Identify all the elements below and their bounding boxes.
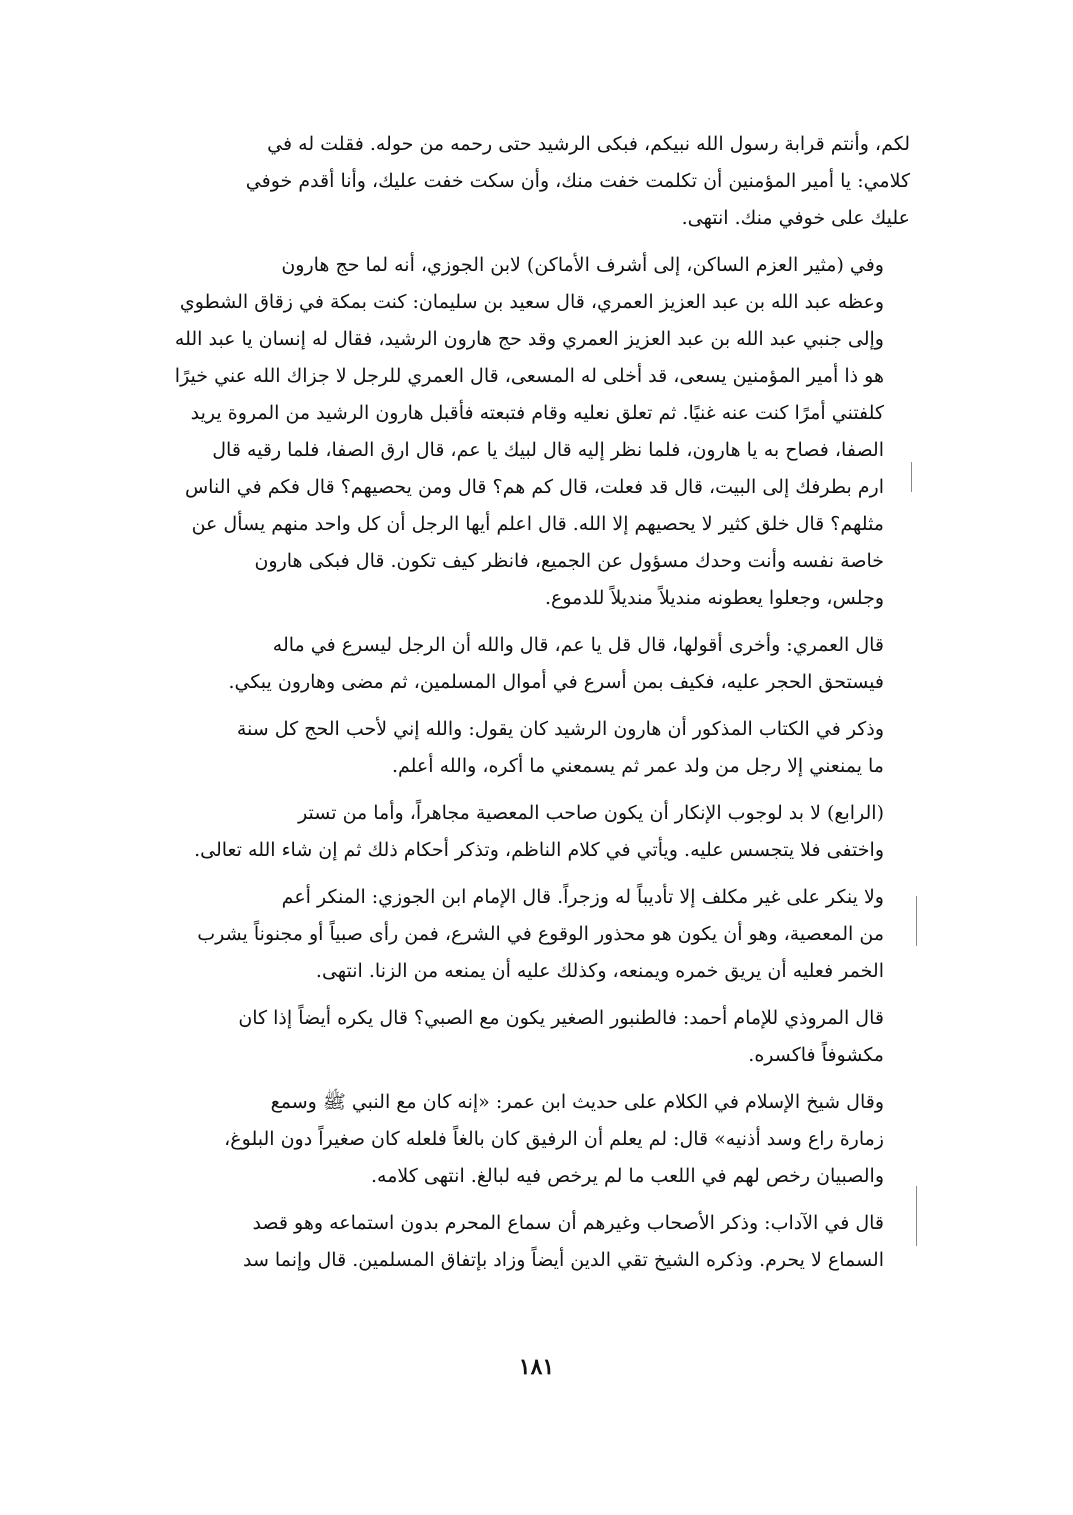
text-line: من المعصية، وهو أن يكون هو محذور الوقوع في الشرع، فمن رأى صبياً أو مجنوناً يشرب [197, 923, 884, 945]
scan-margin-mark [916, 1186, 917, 1246]
text-line: الخمر فعليه أن يريق خمره ويمنعه، وكذلك عليه أن يمنعه من الزنا. انتهى. [315, 960, 884, 982]
text-line: وفي (مثير العزم الساكن، إلى أشرف الأماكن) لابن الجوزي، أنه لما حج هارون [281, 254, 884, 276]
text-line: عليك على خوفي منك. انتهى. [681, 207, 910, 229]
text-line: واختفى فلا يتجسس عليه. ويأتي في كلام الناظم، وتذكر أحكام ذلك ثم إن شاء الله تعالى. [194, 839, 884, 861]
scan-margin-mark [916, 896, 917, 946]
paragraph-p1 [152, 126, 910, 237]
text-line: قال المروذي للإمام أحمد: فالطنبور الصغير يكون مع الصبي؟ قال يكره أيضاً إذا كان [238, 1007, 884, 1029]
text-line: مثلهم؟ قال خلق كثير لا يحصيهم إلا الله. قال اعلم أيها الرجل أن كل واحد منهم يسأل عن [191, 513, 884, 535]
paragraph-p2 [152, 247, 910, 617]
text-line: وعظه عبد الله بن عبد العزيز العمري، قال سعيد بن سليمان: كنت بمكة في زقاق الشطوي [179, 291, 884, 313]
text-line: السماع لا يحرم. وذكره الشيخ تقي الدين أيضاً وزاد بإتفاق المسلمين. قال وإنما سد [242, 1249, 884, 1271]
text-line: وقال شيخ الإسلام في الكلام على حديث ابن عمر: «إنه كان مع النبي ﷺ وسمع [270, 1091, 884, 1113]
paragraph-p9 [152, 1205, 910, 1279]
text-line: فيستحق الحجر عليه، فكيف بمن أسرع في أموال المسلمين، ثم مضى وهارون يبكي. [228, 671, 884, 693]
text-line: قال في الآداب: وذكر الأصحاب وغيرهم أن سماع المحرم بدون استماعه وهو قصد [252, 1212, 884, 1234]
paragraph-p6 [152, 879, 910, 990]
paragraph-p3 [152, 627, 910, 701]
text-line: كلامي: يا أمير المؤمنين أن تكلمت خفت منك، وأن سكت خفت عليك، وأنا أقدم خوفي [245, 170, 910, 192]
text-line: لكم، وأنتم قرابة رسول الله نبيكم، فبكى الرشيد حتى رحمه من حوله. فقلت له في [267, 133, 910, 155]
text-line: هو ذا أمير المؤمنين يسعى، قد أخلى له المسعى، قال العمري للرجل لا جزاك الله عني خيرًا [174, 365, 884, 387]
paragraph-p4 [152, 711, 910, 785]
text-line: ولا ينكر على غير مكلف إلا تأديباً له وزجراً. قال الإمام ابن الجوزي: المنكر أعم [281, 886, 884, 908]
body-text [152, 126, 910, 1289]
text-line: وإلى جنبي عبد الله بن عبد العزيز العمري وقد حج هارون الرشيد، فقال له إنسان يا عبد الله [174, 328, 884, 350]
text-line: وذكر في الكتاب المذكور أن هارون الرشيد كان يقول: والله إني لأحب الحج كل سنة [236, 718, 884, 740]
text-line: الصفا، فصاح به يا هارون، فلما نظر إليه قال لبيك يا عم، قال ارق الصفا، فلما رقيه قال [212, 439, 884, 461]
text-line: قال العمري: وأخرى أقولها، قال قل يا عم، قال والله أن الرجل ليسرع في ماله [272, 634, 884, 656]
text-line: ارم بطرفك إلى البيت، قال قد فعلت، قال كم هم؟ قال ومن يحصيهم؟ قال فكم في الناس [184, 476, 884, 498]
text-line: والصبيان رخص لهم في اللعب ما لم يرخص فيه لبالغ. انتهى كلامه. [371, 1165, 884, 1187]
text-line: خاصة نفسه وأنت وحدك مسؤول عن الجميع، فانظر كيف تكون. قال فبكى هارون [254, 550, 884, 572]
paragraph-p5 [152, 795, 910, 869]
text-line: مكشوفاً فاكسره. [748, 1044, 884, 1066]
page-number: ١٨١ [518, 1354, 555, 1380]
scan-margin-mark [911, 462, 912, 492]
paragraph-p8 [152, 1084, 910, 1195]
text-line: ما يمنعني إلا رجل من ولد عمر ثم يسمعني ما أكره، والله أعلم. [391, 755, 884, 777]
text-line: وجلس، وجعلوا يعطونه منديلاً منديلاً للدموع. [544, 587, 884, 609]
text-line: (الرابع) لا بد لوجوب الإنكار أن يكون صاحب المعصية مجاهراً، وأما من تستر [298, 802, 884, 824]
text-line: زمارة راع وسد أذنيه» قال: لم يعلم أن الرفيق كان بالغاً فلعله كان صغيراً دون البلوغ، [224, 1128, 884, 1150]
paragraph-p7 [152, 1000, 910, 1074]
text-line: كلفتني أمرًا كنت عنه غنيًا. ثم تعلق نعليه وقام فتبعته فأقبل هارون الرشيد من المروة يريد [190, 402, 884, 424]
